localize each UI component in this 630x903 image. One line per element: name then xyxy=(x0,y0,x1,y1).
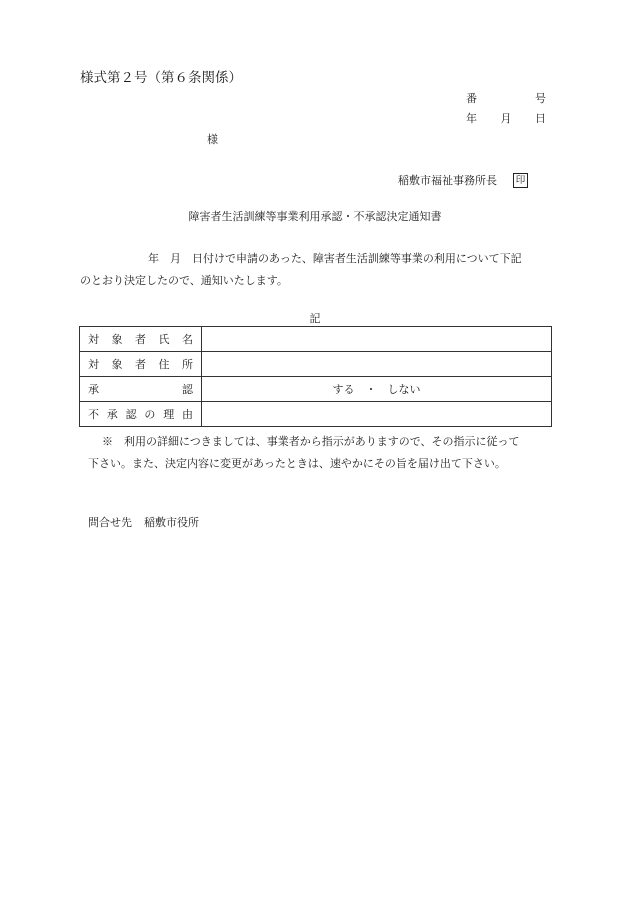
decision-table xyxy=(79,326,552,427)
row-value: する ・ しない xyxy=(202,377,552,402)
table-row xyxy=(80,377,552,402)
body-text xyxy=(80,248,550,292)
doc-number-go: 号 xyxy=(535,92,546,105)
label-char: 承 xyxy=(106,408,118,421)
label-char: 名 xyxy=(182,333,193,346)
label-char: 象 xyxy=(111,333,123,346)
form-number: 様式第２号（第６条関係） xyxy=(80,70,242,86)
note-line-2: 下さい。また、決定内容に変更があったときは、速やかにその旨を届け出て下さい。 xyxy=(88,457,506,470)
ki-heading: 記 xyxy=(309,312,321,325)
label-char: 不 xyxy=(88,408,99,421)
row-label xyxy=(80,377,202,402)
label-char: 住 xyxy=(158,358,170,371)
date-month: 月 xyxy=(500,112,512,125)
label-char: 対 xyxy=(88,358,99,371)
seal-mark: 印 xyxy=(513,173,528,188)
body-line-1: 年 月 日付けで申請のあった、障害者生活訓練等事業の利用について下記 xyxy=(148,252,522,265)
issuer-name: 稲敷市福祉事務所長 xyxy=(398,174,497,187)
row-value xyxy=(202,402,552,427)
label-char: 理 xyxy=(163,408,175,421)
label-char: 対 xyxy=(88,333,99,346)
label-char: 認 xyxy=(182,383,193,396)
issuer xyxy=(398,172,528,188)
date-day: 日 xyxy=(535,112,546,125)
issue-date-row xyxy=(466,110,546,126)
label-char: 承 xyxy=(88,383,99,396)
label-char: 象 xyxy=(111,358,123,371)
contact-label: 問合せ先 xyxy=(88,516,132,529)
label-char: 者 xyxy=(135,333,146,346)
label-char: 認 xyxy=(125,408,137,421)
label-char: 氏 xyxy=(158,333,170,346)
contact-office: 稲敷市役所 xyxy=(144,516,199,529)
body-line-2: のとおり決定したので、通知いたします。 xyxy=(80,274,288,287)
document-number-row xyxy=(466,90,546,106)
label-char: 者 xyxy=(135,358,146,371)
row-value xyxy=(202,327,552,352)
row-value xyxy=(202,352,552,377)
row-label xyxy=(80,352,202,377)
addressee: 様 xyxy=(207,133,218,146)
label-char: 所 xyxy=(182,358,193,371)
row-label xyxy=(80,327,202,352)
table-row xyxy=(80,352,552,377)
table-row xyxy=(80,327,552,352)
note-text xyxy=(80,431,552,475)
table-row xyxy=(80,402,552,427)
label-char: 由 xyxy=(181,408,193,421)
doc-number-ban: 番 xyxy=(466,92,477,105)
contact-info xyxy=(88,514,199,530)
note-line-1: ※ 利用の詳細につきましては、事業者から指示がありますので、その指示に従って xyxy=(102,435,520,448)
document-title: 障害者生活訓練等事業利用承認・不承認決定通知書 xyxy=(188,210,442,223)
label-char: の xyxy=(144,408,156,421)
row-label xyxy=(80,402,202,427)
date-year: 年 xyxy=(466,112,477,125)
